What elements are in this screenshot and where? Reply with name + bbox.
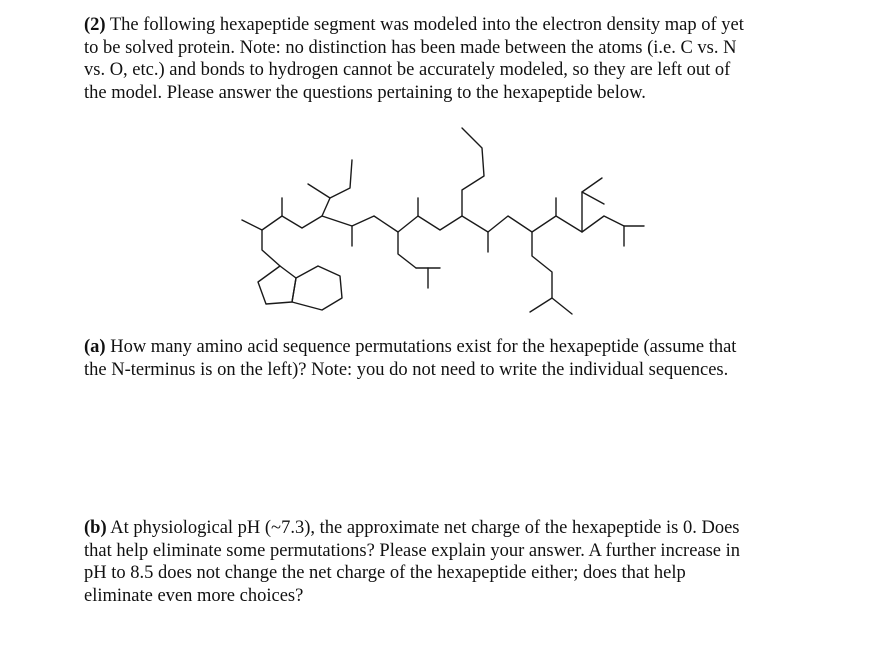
- side-chain-2-branch: [308, 184, 330, 198]
- part-b-label: (b): [84, 518, 107, 538]
- question-number: (2): [84, 15, 106, 35]
- side-chain-1-five-ring: [258, 266, 296, 304]
- side-chain-4: [462, 128, 484, 216]
- side-chain-2: [322, 160, 352, 216]
- part-a-line-1: (a) How many amino acid sequence permutations exist for the hexapeptide (assume that: [84, 337, 737, 357]
- question-intro: [84, 14, 844, 104]
- part-a-question: [84, 336, 844, 381]
- side-chain-1-link: [262, 230, 280, 266]
- intro-line-3: vs. O, etc.) and bonds to hydrogen cannot be accurately modeled, so they are left out of: [84, 60, 731, 80]
- side-chain-5: [532, 232, 572, 314]
- side-chain-6: [582, 178, 602, 232]
- side-chain-5-branch: [530, 298, 552, 312]
- side-chain-1-six-ring: [292, 266, 342, 310]
- part-a-label: (a): [84, 337, 106, 357]
- intro-line-1: (2) The following hexapeptide segment was modeled into the electron density map of yet: [84, 15, 744, 35]
- part-b-question: [84, 517, 844, 607]
- part-b-line-2: that help eliminate some permutations? Please explain your answer. A further increase in: [84, 540, 741, 561]
- backbone-chain: [242, 216, 644, 232]
- side-chain-6-branch: [582, 192, 604, 204]
- side-chain-3: [398, 232, 416, 268]
- part-b-line-1: (b) At physiological pH (~7.3), the approximate net charge of the hexapeptide is 0. Does: [84, 518, 740, 538]
- part-a-line-2: the N-terminus is on the left)? Note: you do not need to write the individual sequences.: [84, 359, 729, 380]
- part-b-line-4: eliminate even more choices?: [84, 585, 304, 606]
- intro-line-4: the model. Please answer the questions pertaining to the hexapeptide below.: [84, 82, 646, 103]
- intro-line-2: to be solved protein. Note: no distinction has been made between the atoms (i.e. C vs. N: [84, 37, 737, 58]
- part-b-line-3: pH to 8.5 does not change the net charge of the hexapeptide either; does that help: [84, 563, 686, 583]
